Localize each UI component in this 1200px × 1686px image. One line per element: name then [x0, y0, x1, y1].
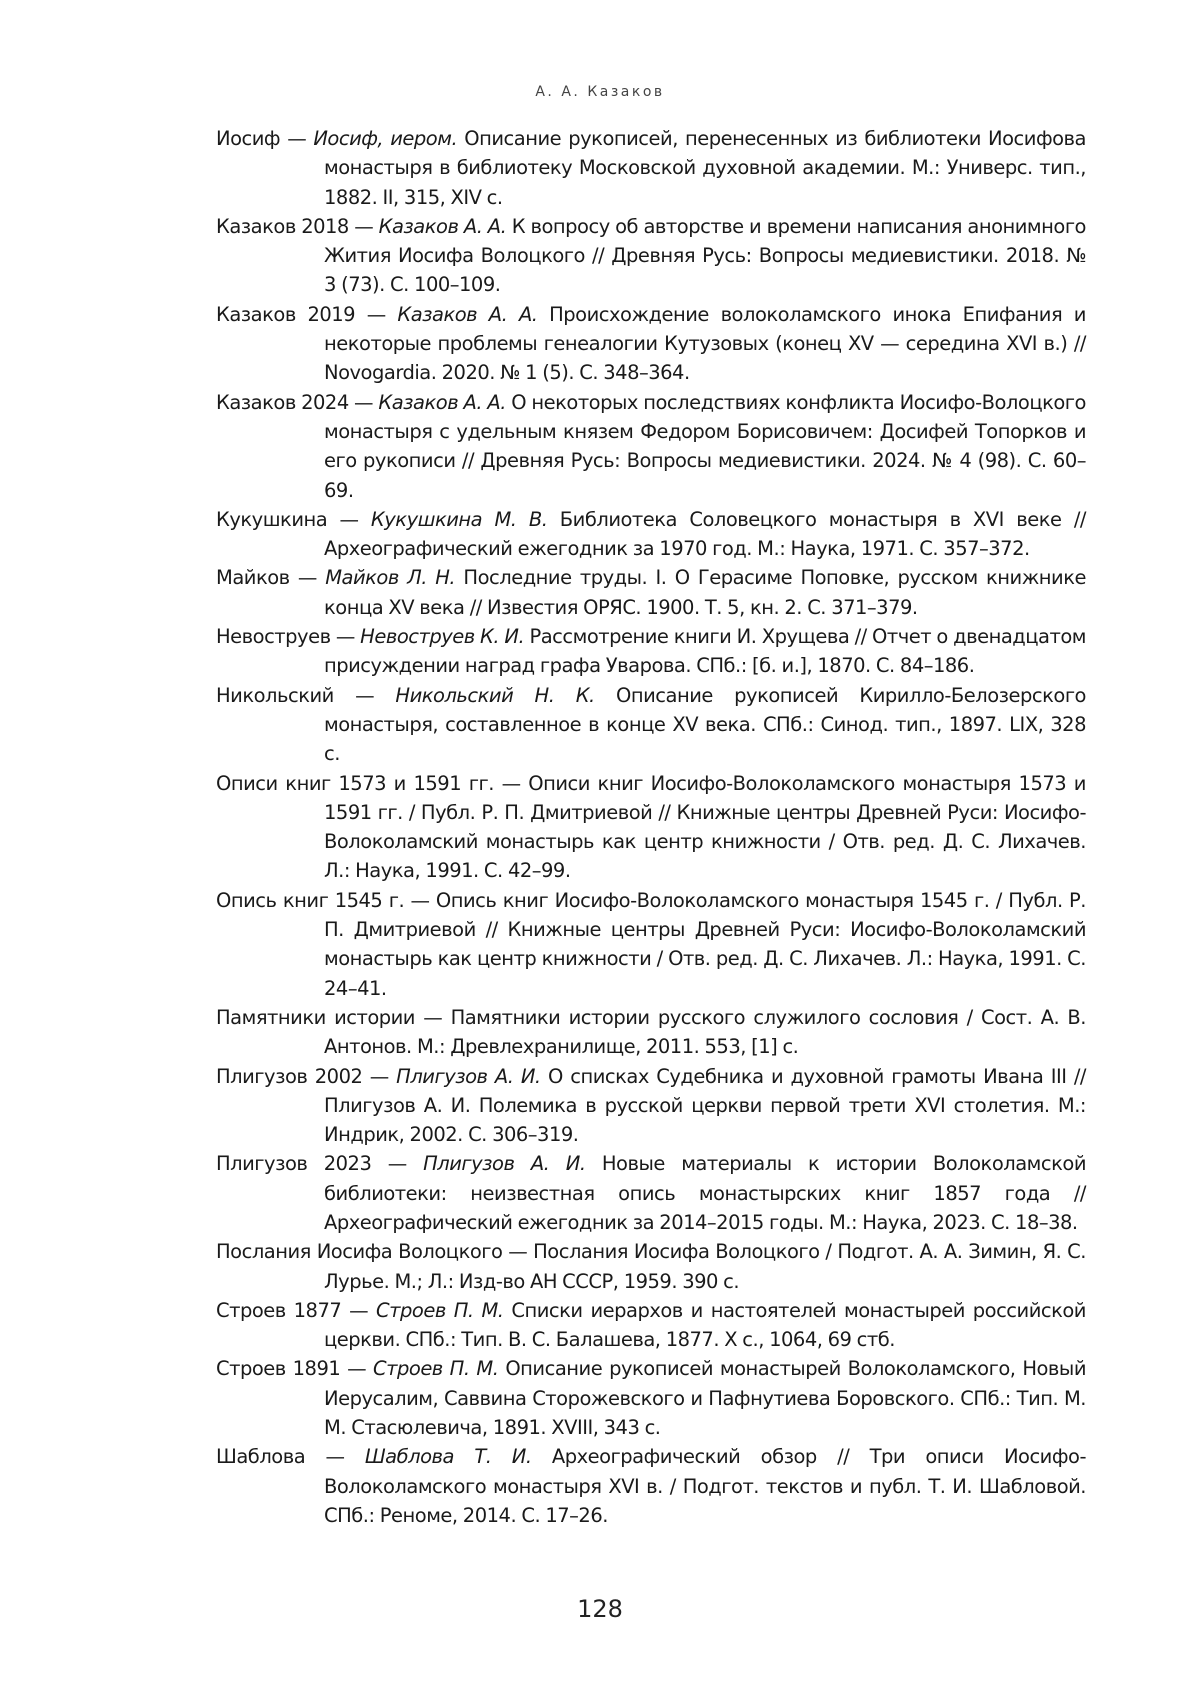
bibliography-entry — [216, 1354, 1086, 1442]
entry-key: Плигузов 2002 — — [216, 1065, 396, 1088]
bibliography-entry — [216, 622, 1086, 681]
bibliography-entry — [216, 563, 1086, 622]
bibliography-entry — [216, 769, 1086, 886]
entry-key: Послания Иосифа Волоцкого — — [216, 1240, 533, 1263]
entry-key: Шаблова — — [216, 1445, 365, 1468]
bibliography-entry — [216, 388, 1086, 505]
bibliography-entry — [216, 1062, 1086, 1150]
bibliography-entry — [216, 1149, 1086, 1237]
entry-author: Кукушкина М. В. — [371, 508, 548, 531]
bibliography-entry — [216, 505, 1086, 564]
entry-author: Иосиф, иером. — [313, 127, 457, 150]
entry-key: Строев 1877 — — [216, 1299, 376, 1322]
bibliography-entry — [216, 124, 1086, 212]
bibliography-entry — [216, 886, 1086, 1003]
entry-text: Описание рукописей монастырей Волоколамского, Новый Иерусалим, Саввина Сторожевского и Пафнутиева Боровского. СПб.: Тип. М. М. Стасюлевича, 1891. XVIII, 343 с. — [324, 1357, 1086, 1439]
entry-key: Кукушкина — — [216, 508, 371, 531]
entry-author: Казаков А. А. — [378, 391, 506, 414]
entry-key: Казаков 2018 — — [216, 215, 379, 238]
entry-author: Шаблова Т. И. — [365, 1445, 532, 1468]
bibliography-entry — [216, 300, 1086, 388]
entry-text: Опись книг Иосифо-Волоколамского монастыря 1545 г. / Публ. Р. П. Дмитриевой // Книжные центры Древней Руси: Иосифо-Волоколамский монастырь как центр книжности / Отв. ред. Д. С. Лихачев. Л.: Наука, 1991. С. 24–41. — [324, 889, 1086, 1000]
entry-text: Происхождение волоколамского инока Епифания и некоторые проблемы генеалогии Кутузовых (конец XV — середина XVI в.) // Novogardia. 2020. № 1 (5). С. 348–364. — [324, 303, 1086, 385]
entry-key: Описи книг 1573 и 1591 гг. — — [216, 772, 528, 795]
entry-text: Рассмотрение книги И. Хрущева // Отчет о двенадцатом присуждении наград графа Уварова. СПб.: [б. и.], 1870. С. 84–186. — [324, 625, 1086, 677]
bibliography-entry — [216, 212, 1086, 300]
bibliography-entry — [216, 1296, 1086, 1355]
entry-key: Майков — — [216, 566, 325, 589]
entry-author: Майков Л. Н. — [325, 566, 455, 589]
entry-text: Описание рукописей Кирилло-Белозерского монастыря, составленное в конце XV века. СПб.: Синод. тип., 1897. LIX, 328 с. — [324, 684, 1086, 766]
entry-text: К вопросу об авторстве и времени написания анонимного Жития Иосифа Волоцкого // Древняя Русь: Вопросы медиевистики. 2018. № 3 (73). С. 100–109. — [324, 215, 1086, 297]
entry-author: Невоструев К. И. — [360, 625, 524, 648]
bibliography-entry — [216, 681, 1086, 769]
entry-text: О списках Судебника и духовной грамоты Ивана III // Плигузов А. И. Полемика в русской церкви первой трети XVI столетия. М.: Индрик, 2002. С. 306–319. — [324, 1065, 1086, 1147]
entry-text: О некоторых последствиях конфликта Иосифо-Волоцкого монастыря с удельным князем Федором Борисовичем: Досифей Топорков и его рукописи // Древняя Русь: Вопросы медиевистики. 2024. № 4 (98). С. 60–69. — [324, 391, 1086, 502]
bibliography-entry — [216, 1237, 1086, 1296]
entry-author: Никольский Н. К. — [395, 684, 594, 707]
page-number: 128 — [0, 1595, 1200, 1623]
entry-key: Строев 1891 — — [216, 1357, 373, 1380]
bibliography-entry — [216, 1003, 1086, 1062]
entry-key: Казаков 2024 — — [216, 391, 378, 414]
entry-text: Памятники истории русского служилого сословия / Сост. А. В. Антонов. М.: Древлехранилище, 2011. 553, [1] с. — [324, 1006, 1086, 1058]
entry-author: Плигузов А. И. — [396, 1065, 540, 1088]
running-head: А. А. Казаков — [0, 84, 1200, 100]
bibliography-entry — [216, 1442, 1086, 1530]
entry-key: Казаков 2019 — — [216, 303, 397, 326]
entry-text: Последние труды. I. О Герасиме Поповке, русском книжнике конца XV века // Известия ОРЯС. 1900. Т. 5, кн. 2. С. 371–379. — [324, 566, 1086, 618]
entry-text: Библиотека Соловецкого монастыря в XVI веке // Археографический ежегодник за 1970 год. М.: Наука, 1971. С. 357–372. — [324, 508, 1086, 560]
entry-key: Невоструев — — [216, 625, 360, 648]
entry-text: Описи книг Иосифо-Волоколамского монастыря 1573 и 1591 гг. / Публ. Р. П. Дмитриевой // Книжные центры Древней Руси: Иосифо-Волоколамский монастырь как центр книжности / Отв. ред. Д. С. Лихачев. Л.: Наука, 1991. С. 42–99. — [324, 772, 1086, 883]
entry-key: Иосиф — — [216, 127, 313, 150]
entry-text: Описание рукописей, перенесенных из библиотеки Иосифова монастыря в библиотеку Московской духовной академии. М.: Универс. тип., 1882. II, 315, XIV с. — [324, 127, 1086, 209]
entry-author: Строев П. М. — [376, 1299, 503, 1322]
entry-author: Казаков А. А. — [397, 303, 537, 326]
entry-text: Археографический обзор // Три описи Иосифо-Волоколамского монастыря XVI в. / Подгот. текстов и публ. Т. И. Шабловой. СПб.: Реноме, 2014. С. 17–26. — [324, 1445, 1086, 1527]
entry-text: Новые материалы к истории Волоколамской библиотеки: неизвестная опись монастырских книг 1857 года // Археографический ежегодник за 2014–2015 годы. М.: Наука, 2023. С. 18–38. — [324, 1152, 1086, 1234]
bibliography-list — [216, 124, 1086, 1530]
entry-author: Казаков А. А. — [379, 215, 507, 238]
entry-text: Списки иерархов и настоятелей монастырей российской церкви. СПб.: Тип. В. С. Балашева, 1877. Х с., 1064, 69 стб. — [324, 1299, 1086, 1351]
entry-author: Плигузов А. И. — [423, 1152, 585, 1175]
entry-key: Плигузов 2023 — — [216, 1152, 423, 1175]
entry-key: Никольский — — [216, 684, 395, 707]
entry-key: Опись книг 1545 г. — — [216, 889, 436, 912]
entry-key: Памятники истории — — [216, 1006, 451, 1029]
entry-text: Послания Иосифа Волоцкого / Подгот. А. А. Зимин, Я. С. Лурье. М.; Л.: Изд-во АН СССР, 1959. 390 с. — [324, 1240, 1086, 1292]
entry-author: Строев П. М. — [373, 1357, 498, 1380]
